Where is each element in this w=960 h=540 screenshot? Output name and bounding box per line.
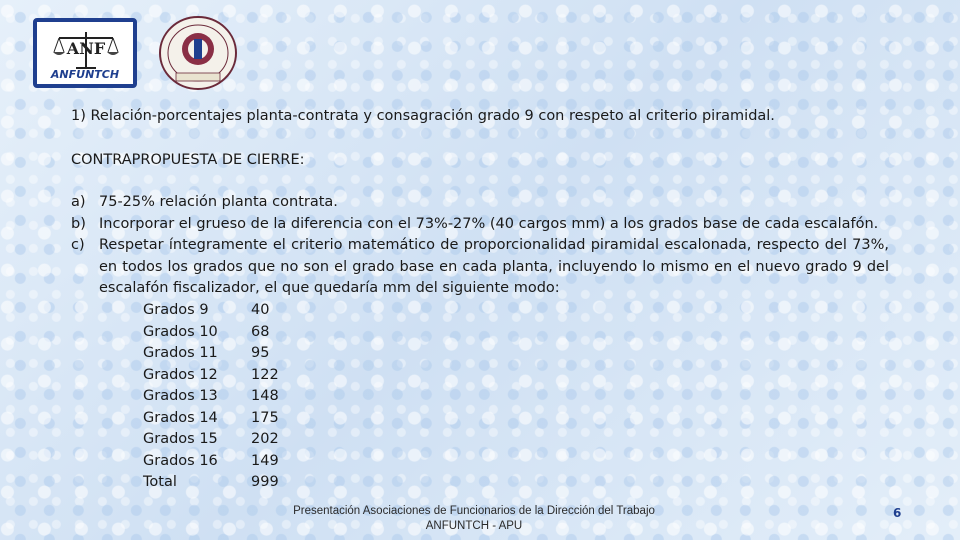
footer-line: Presentación Asociaciones de Funcionarios de la Dirección del Trabajo	[293, 505, 655, 517]
footer	[274, 504, 674, 534]
list-marker: a)	[71, 194, 86, 210]
list-item-text: 75-25% relación planta contrata.	[99, 194, 338, 210]
grade-value: 122	[251, 366, 279, 383]
grade-row	[143, 300, 269, 322]
list-item-b	[71, 214, 891, 236]
grade-label: Grados 10	[143, 323, 218, 340]
list-item-a	[71, 192, 891, 214]
grade-label: Grados 16	[143, 452, 218, 469]
grade-label: Grados 14	[143, 409, 218, 426]
list-marker: b)	[71, 216, 86, 232]
grade-value: 202	[251, 431, 279, 447]
grade-row	[143, 386, 279, 408]
grade-value: 95	[251, 345, 270, 361]
list-item-c	[71, 235, 891, 301]
grade-value: 149	[251, 452, 279, 469]
grade-row	[143, 322, 269, 344]
list-item-text: Incorporar el grueso de la diferencia con el 73%-27% (40 cargos mm) a los grados base de cada escalafón.	[99, 216, 879, 232]
footer-line: ANFUNTCH - APU	[425, 520, 523, 532]
grade-label: Grados 9	[143, 302, 209, 318]
anfuntch-logo-label: ANFUNTCH	[50, 68, 120, 81]
grade-value: 40	[251, 302, 270, 318]
list-item-text: Respetar íntegramente el criterio matemático de proporcionalidad piramidal escalonada, respecto del 73%, en todos los grados que no son el grado base en cada planta, incluyendo lo mismo en el nuevo grado 9 del escalafón fiscalizador, el que quedaría mm del siguiente modo:	[99, 237, 889, 296]
grade-value: 175	[251, 409, 279, 426]
grade-label: Grados 15	[143, 431, 218, 447]
grade-value: 999	[251, 474, 279, 490]
list-marker: c)	[71, 237, 85, 253]
grade-total-row	[143, 472, 279, 494]
section-title: CONTRAPROPUESTA DE CIERRE:	[71, 152, 305, 168]
grade-row	[143, 408, 279, 430]
grade-row	[143, 343, 269, 365]
grade-label: Grados 11	[143, 345, 218, 361]
grade-row	[143, 365, 279, 387]
grade-label: Total	[143, 474, 177, 490]
grade-value: 68	[251, 323, 270, 340]
grade-row	[143, 451, 279, 473]
page-number: 6	[893, 506, 902, 520]
grade-value: 148	[251, 388, 279, 404]
grade-label: Grados 12	[143, 366, 218, 383]
heading: 1) Relación-porcentajes planta-contrata y consagración grado 9 con respeto al criterio piramidal.	[71, 108, 775, 124]
grade-label: Grados 13	[143, 388, 218, 404]
grade-row	[143, 429, 279, 451]
svg-text:ANF: ANF	[66, 39, 106, 58]
